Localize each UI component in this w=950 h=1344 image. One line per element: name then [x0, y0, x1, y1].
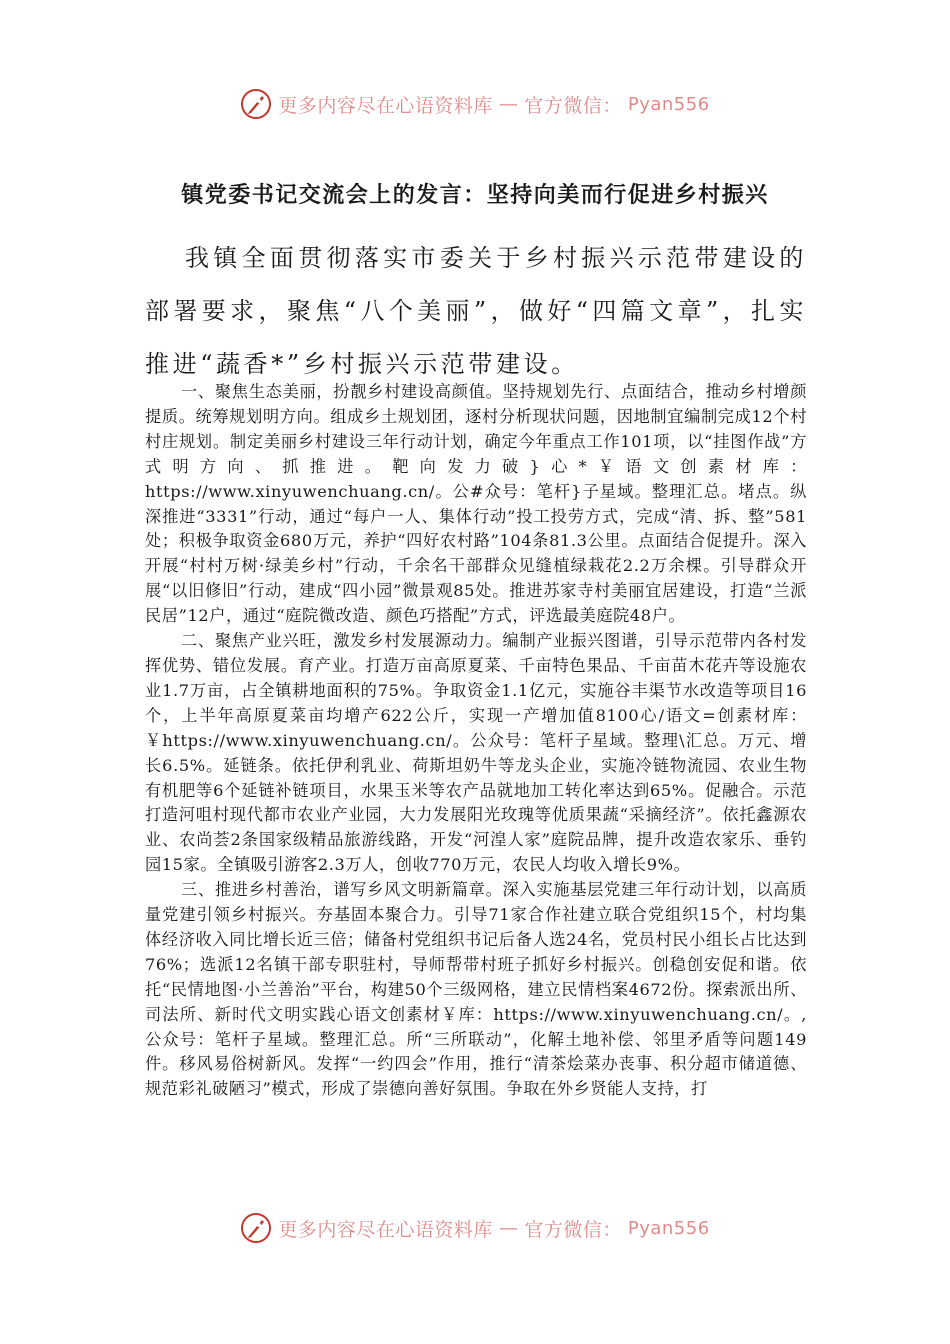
- quill-logo-icon: [240, 88, 272, 120]
- watermark-text: 更多内容尽在心语资料库: [278, 94, 493, 117]
- body-paragraph-3: 三、推进乡村善治，谱写乡风文明新篇章。深入实施基层党建三年行动计划，以高质量党建引领乡村振兴。夯基固本聚合力。引导71家合作社建立联合党组织15个，村均集体经济收入同比增长近三倍；储备村党组织书记后备人选24名，党员村民小组长占比达到76%；选派12名镇干部专职驻村，导师帮带村班子抓好乡村振兴。创稳创安促和谐。依托“民情地图·小兰善治”平台，构建50个三级网格，建立民情档案4672份。探索派出所、司法所、新时代文明实践心语文创素材￥库：https://www.xinyuwenchuang.cn/。,公众号：笔杆子星域。整理汇总。所“三所联动”，化解土地补偿、邻里矛盾等问题149件。移风易俗树新风。发挥“一约四会”作用，推行“清茶烩菜办丧事、积分超市储道德、规范彩礼破陋习”模式，形成了崇德向善好氛围。争取在外乡贤能人支持，打: [145, 880, 807, 1099]
- document-body: [145, 380, 807, 1102]
- watermark-footer: [0, 1212, 950, 1244]
- body-paragraph-2: 二、聚焦产业兴旺，激发乡村发展源动力。编制产业振兴图谱，引导示范带内各村发挥优势、错位发展。育产业。打造万亩高原夏菜、千亩特色果品、千亩苗木花卉等设施农业1.7万亩，占全镇耕地面积的75%。争取资金1.1亿元，实施谷丰渠节水改造等项目16个，上半年高原夏菜亩均增产622公斤，实现一产增加值8100心/语文=创素材库：￥https://www.xinyuwenchuang.cn/。公众号：笔杆子星域。整理\汇总。万元、增长6.5%。延链条。依托伊利乳业、荷斯坦奶牛等龙头企业，实施冷链物流园、农业生物有机肥等6个延链补链项目，水果玉米等农产品就地加工转化率达到65%。促融合。示范打造河咀村现代都市农业产业园，大力发展阳光玫瑰等优质果蔬“采摘经济”。依托鑫源农业、农尚荟2条国家级精品旅游线路，开发“河湟人家”庭院品牌，提升改造农家乐、垂钓园15家。全镇吸引游客2.3万人，创收770万元，农民人均收入增长9%。: [145, 631, 807, 875]
- body-paragraph-1: 一、聚焦生态美丽，扮靓乡村建设高颜值。坚持规划先行、点面结合，推动乡村增颜提质。统筹规划明方向。组成乡土规划团，逐村分析现状问题，因地制宜编制完成12个村村庄规划。制定美丽乡村建设三年行动计划，确定今年重点工作101项，以“挂图作战”方式明方向、抓推进。靶向发力破}心*￥语文创素材库：https://www.xinyuwenchuang.cn/。公#众号：笔杆}子星域。整理汇总。堵点。纵深推进“3331”行动，通过“每户一人、集体行动”投工投劳方式，完成“清、拆、整”581处；积极争取资金680万元，养护“四好农村路”104条81.3公里。点面结合促提升。深入开展“村村万树·绿美乡村”行动，千余名干部群众见缝植绿栽花2.2万余棵。引导群众开展“以旧修旧”行动，建成“四小园”微景观85处。推进苏家寺村美丽宜居建设，打造“兰派民居”12户，通过“庭院微改造、颜色巧搭配”方式，评选最美庭院48户。: [145, 382, 807, 626]
- watermark-wechat-id: Pyan556: [627, 93, 710, 115]
- watermark-separator: —: [498, 1217, 519, 1239]
- watermark-header: [0, 88, 950, 120]
- watermark-wechat-label: 官方微信：: [524, 94, 622, 117]
- watermark-separator: —: [498, 93, 519, 115]
- quill-logo-icon: [240, 1212, 272, 1244]
- watermark-text: 更多内容尽在心语资料库: [278, 1218, 493, 1241]
- watermark-wechat-label: 官方微信：: [524, 1218, 622, 1241]
- watermark-wechat-id: Pyan556: [627, 1217, 710, 1239]
- lead-paragraph: 我镇全面贯彻落实市委关于乡村振兴示范带建设的部署要求，聚焦“八个美丽”，做好“四篇文章”，扎实推进“蔬香*”乡村振兴示范带建设。: [145, 244, 807, 378]
- document-title: 镇党委书记交流会上的发言：坚持向美而行促进乡村振兴: [181, 182, 769, 208]
